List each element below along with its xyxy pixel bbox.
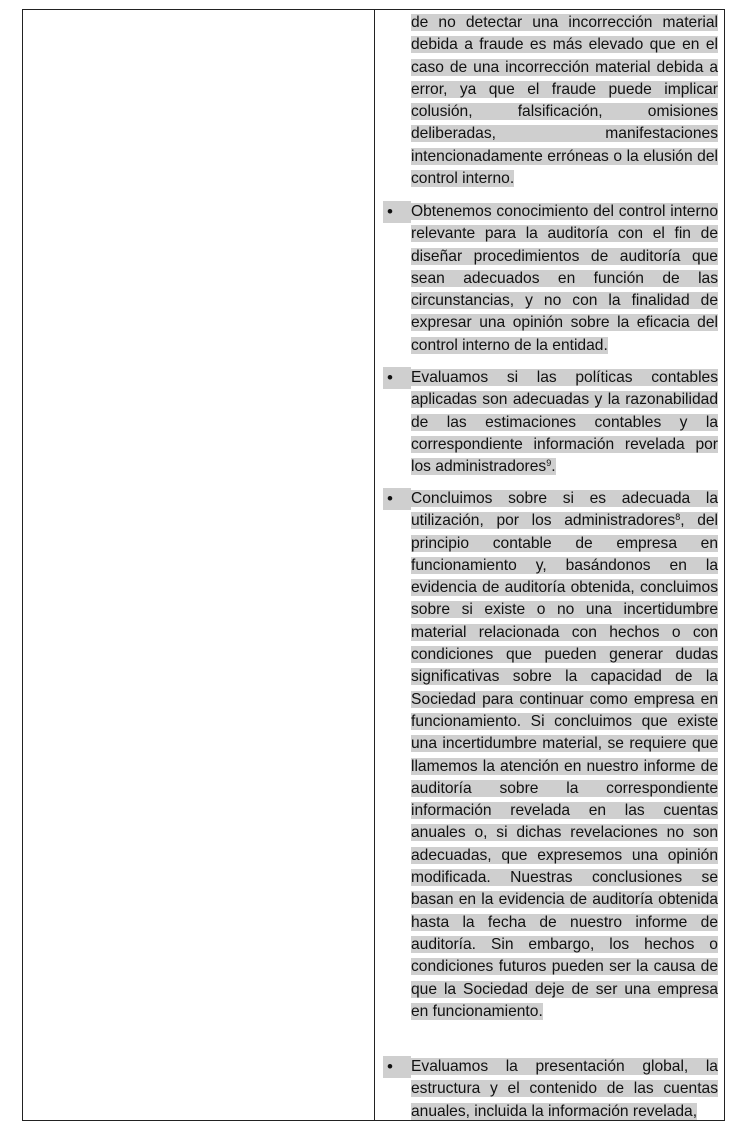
bullet: •: [383, 488, 411, 510]
list-item-text: Obtenemos conocimiento del control interno relevante para la auditoría con el fin de diseñar procedimientos de auditoría que sean adecuados en función de las circunstancias, y no con la finalidad de expresar una opinión sobre la eficacia del control interno de la entidad.: [411, 203, 718, 354]
list-item-text: Concluimos sobre si es adecuada la utilización, por los administradores: [411, 490, 718, 530]
left-column-empty: [23, 10, 374, 1120]
list-item-presentation: [383, 1056, 718, 1120]
footnote-ref: 9: [546, 458, 552, 469]
list-item-text-end: , del principio contable de empresa en funcionamiento y, basándonos en la evidencia de auditoría obtenida, concluimos sobre si existe o no una incertidumbre material relacionada con hechos o con condiciones que pueden generar dudas significativas sobre la capacidad de la Sociedad para continuar como empresa en funcionamiento. Si concluimos que existe una incertidumbre material, se requiere que llamemos la atención en nuestro informe de auditoría sobre la correspondiente información revelada en las cuentas anuales o, si dichas revelaciones no son adecuadas, que expresemos una opinión modificada. Nuestras conclusiones se basan en la evidencia de auditoría obtenida hasta la fecha de nuestro informe de auditoría. Sin embargo, los hechos o condiciones futuros pueden ser la causa de que la Sociedad deje de ser una empresa en funcionamiento.: [411, 512, 718, 1020]
list-item-internal-control: [383, 201, 718, 357]
paragraph-text: de no detectar una incorrección material debida a fraude es más elevado que en el caso de una incorrección material debida a error, ya que el fraude puede implicar colusión, falsificación, omisiones deliberadas, manifestaciones intencionadamente erróneas o la elusión del control interno.: [411, 14, 718, 188]
bullet: •: [383, 1056, 411, 1078]
bullet: •: [383, 367, 411, 389]
list-item-going-concern: [383, 488, 718, 1023]
list-item-text: Evaluamos la presentación global, la estructura y el contenido de las cuentas anuales, incluida la información revelada,: [411, 1058, 718, 1120]
document-table: [22, 9, 725, 1121]
list-item-accounting-policies: [383, 367, 718, 478]
list-item-text: Evaluamos si las políticas contables aplicadas son adecuadas y la razonabilidad de las estimaciones contables y la correspondiente información revelada por los administradores: [411, 369, 718, 476]
footnote-ref: 8: [675, 512, 681, 523]
bullet: •: [383, 201, 411, 223]
right-column: [375, 10, 724, 1120]
list-item-text-end: .: [551, 458, 556, 476]
paragraph-fraud-risk: [383, 12, 718, 190]
